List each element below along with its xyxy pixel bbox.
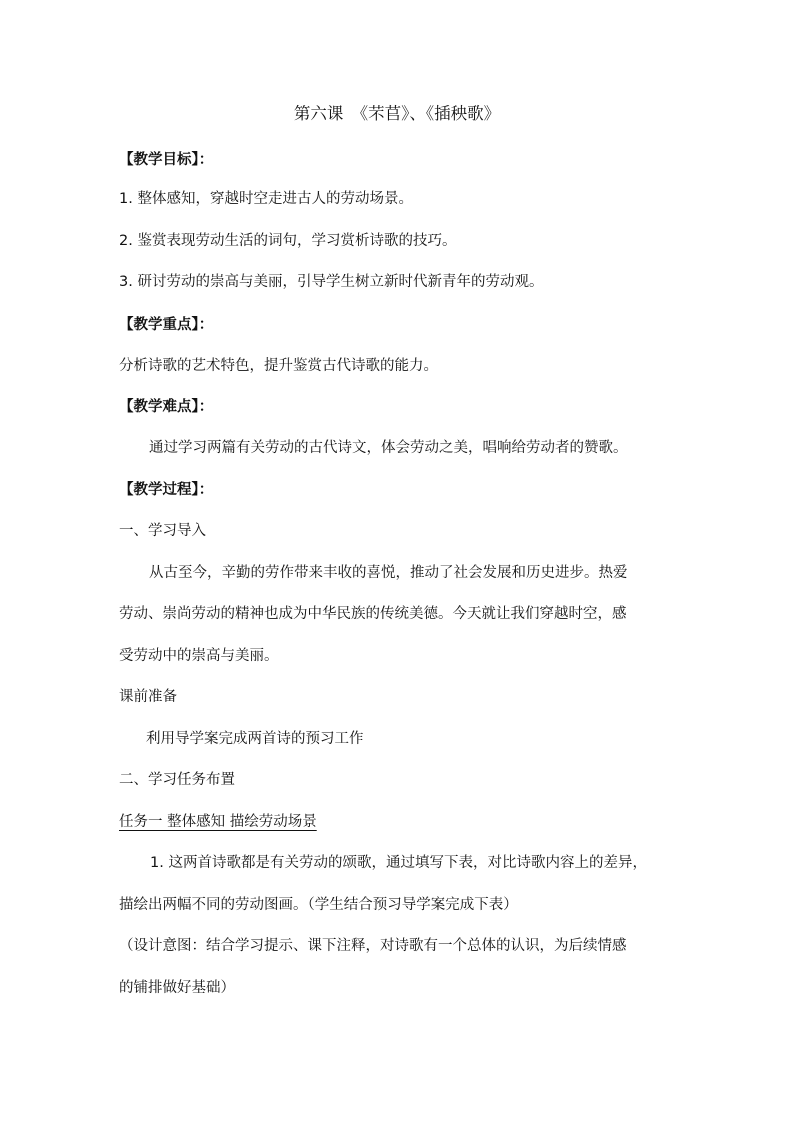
prep-heading: 课前准备 [119, 689, 177, 705]
design-line-1: （设计意图：结合学习提示、课下注释，对诗歌有一个总体的认识，为后续情感 [119, 938, 627, 954]
difficulty-text: 通过学习两篇有关劳动的古代诗文，体会劳动之美，唱响给劳动者的赞歌。 [149, 440, 628, 456]
task1-line-2: 描绘出两幅不同的劳动图画。（学生结合预习导学案完成下表） [119, 897, 518, 913]
intro-line-2: 劳动、崇尚劳动的精神也成为中华民族的传统美德。今天就让我们穿越时空，感 [119, 606, 627, 622]
design-line-2: 的铺排做好基础） [119, 980, 235, 996]
intro-line-1: 从古至今，辛勤的劳作带来丰收的喜悦，推动了社会发展和历史进步。热爱 [149, 565, 628, 581]
goal-item-3: 3. 研讨劳动的崇高与美丽，引导学生树立新时代新青年的劳动观。 [119, 274, 544, 290]
task1-heading: 任务一 整体感知 描绘劳动场景 [119, 814, 317, 830]
goal-item-2: 2. 鉴赏表现劳动生活的词句，学习赏析诗歌的技巧。 [119, 233, 457, 249]
goals-heading: 【教学目标】： [119, 152, 214, 168]
key-text: 分析诗歌的艺术特色，提升鉴赏古代诗歌的能力。 [119, 358, 438, 374]
difficulty-heading: 【教学难点】： [119, 399, 214, 415]
section1-heading: 一、学习导入 [119, 523, 206, 539]
key-heading: 【教学重点】： [119, 317, 214, 333]
section2-heading: 二、学习任务布置 [119, 772, 235, 788]
goal-item-1: 1. 整体感知，穿越时空走进古人的劳动场景。 [119, 191, 413, 207]
lesson-title: 第六课 《芣苢》、《插秧歌》 [293, 104, 501, 123]
process-heading: 【教学过程】： [119, 482, 214, 498]
task1-line-1: 1. 这两首诗歌都是有关劳动的颂歌，通过填写下表，对比诗歌内容上的差异， [150, 855, 647, 871]
prep-text: 利用导学案完成两首诗的预习工作 [146, 731, 364, 747]
intro-line-3: 受劳动中的崇高与美丽。 [119, 648, 279, 664]
